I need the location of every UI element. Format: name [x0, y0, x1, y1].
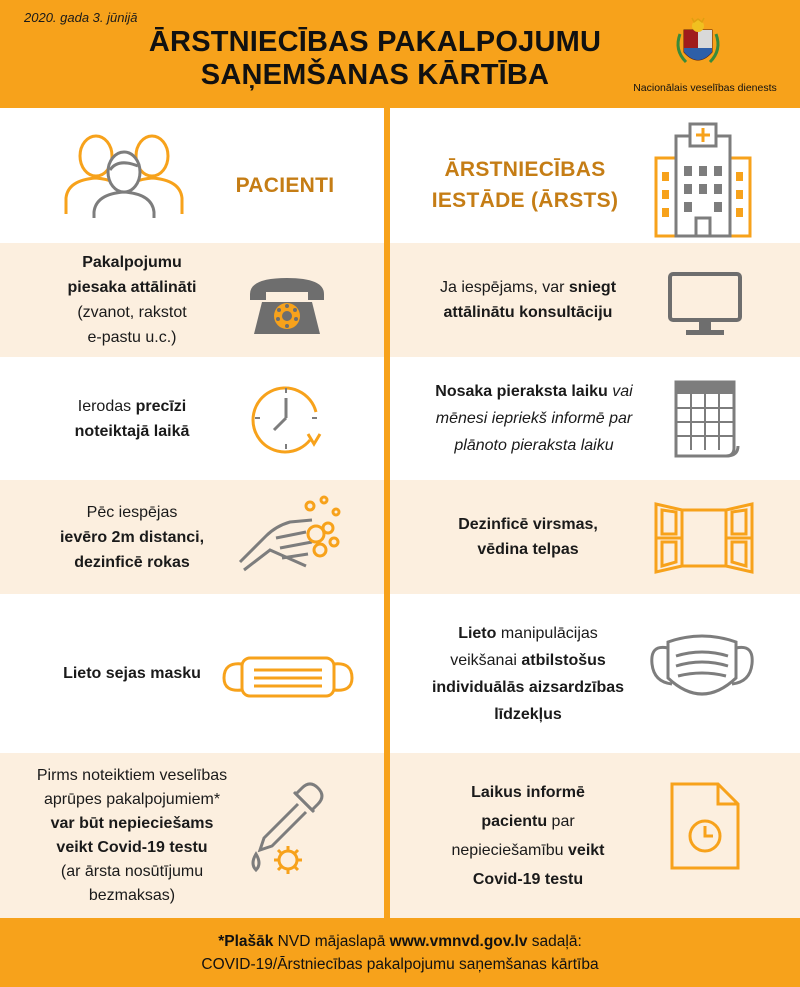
- left-item-4: [20, 594, 244, 753]
- left-item-1-line-3: (zvanot, rakstot: [77, 304, 187, 321]
- left-item-3-line-2: ievēro 2m distanci,: [59, 528, 205, 546]
- left-item-2-text-b: precīzi: [135, 397, 187, 415]
- left-item-1-line-1: Pakalpojumu: [82, 254, 182, 271]
- pacienti-heading: PACIENTI: [235, 173, 335, 197]
- window-icon: [652, 500, 756, 576]
- right-item-4-line-2a: veikšanai: [450, 651, 522, 669]
- right-item-5-line-3b: veikt: [568, 841, 605, 859]
- telephone-icon: [246, 272, 328, 338]
- right-item-2-text-i: vai: [607, 383, 633, 400]
- footer-line-2: COVID-19/Ārstniecības pakalpojumu saņemšanas kārtība: [201, 955, 599, 973]
- right-item-3-line-1: Dezinficē virsmas,: [458, 516, 598, 533]
- clock-icon: [250, 382, 326, 458]
- pipette-virus-icon: [244, 780, 330, 880]
- left-item-3: [20, 480, 244, 594]
- people-icon: [58, 128, 190, 218]
- left-item-1: [20, 243, 244, 357]
- right-item-5-line-2b: pacientu: [481, 812, 548, 830]
- right-item-5-line-3a: nepieciešamību: [451, 841, 569, 859]
- right-item-5-line-1: Laikus informē: [471, 783, 585, 801]
- right-item-4-line-2b: atbilstošus: [521, 651, 606, 669]
- document-clock-icon: [668, 780, 742, 872]
- right-item-2-line-3: plānoto pieraksta laiku: [454, 437, 614, 454]
- respirator-icon: [646, 628, 758, 712]
- right-item-4-line-4: līdzekļus: [494, 705, 562, 723]
- footer-website-link[interactable]: www.vmnvd.gov.lv: [389, 932, 528, 950]
- left-item-3-line-1: Pēc iespējas: [86, 503, 178, 521]
- footer-more-label: *Plašāk: [218, 932, 274, 950]
- right-item-5-line-2a: par: [547, 812, 575, 830]
- right-item-3-line-2: vēdina telpas: [477, 541, 579, 558]
- iestade-heading: [410, 152, 640, 218]
- right-item-2-line-2: mēnesi iepriekš informē par: [435, 410, 633, 427]
- right-item-4-text-a: manipulācijas: [496, 624, 598, 642]
- right-item-1-text-a: Ja iespējams, var: [439, 279, 569, 296]
- left-item-5-line-3: var būt nepieciešams: [50, 814, 214, 832]
- coat-of-arms-icon: [674, 14, 722, 76]
- hospital-icon: [650, 122, 756, 238]
- right-item-2-text-b: Nosaka pieraksta laiku: [435, 383, 608, 400]
- footer-line-1: [218, 930, 582, 953]
- column-divider: [384, 108, 390, 918]
- right-item-4: [408, 594, 648, 753]
- right-item-1: [408, 243, 648, 357]
- right-item-5-line-4: Covid-19 testu: [472, 870, 584, 888]
- left-item-5-line-2: aprūpes pakalpojumiem*: [43, 790, 221, 808]
- right-item-1-line-2: attālinātu konsultāciju: [443, 304, 613, 321]
- title-line-1: ĀRSTNIECĪBAS PAKALPOJUMU: [148, 26, 602, 58]
- left-item-5-line-5: (ar ārsta nosūtījumu: [60, 862, 204, 880]
- left-item-2: [20, 357, 244, 480]
- right-item-4-line-3: individuālās aizsardzības: [431, 678, 625, 696]
- footer-text-a: NVD mājaslapā: [273, 932, 390, 950]
- iestade-heading-line-2: IESTĀDE (ĀRSTS): [431, 189, 619, 212]
- left-item-5: [14, 753, 250, 918]
- left-item-5-line-4: veikt Covid-19 testu: [56, 838, 208, 856]
- left-item-3-line-3: dezinficē rokas: [74, 553, 190, 571]
- left-item-1-line-4: e-pastu u.c.): [87, 329, 177, 346]
- calendar-icon: [672, 376, 742, 460]
- agency-name: Nacionālais veselības dienests: [633, 82, 777, 94]
- right-item-5: [408, 753, 648, 918]
- left-item-2-text-a: Ierodas: [77, 397, 136, 415]
- face-mask-icon: [220, 652, 356, 700]
- right-item-1-text-b: sniegt: [568, 279, 617, 296]
- left-item-5-line-1: Pirms noteiktiem veselības: [36, 766, 228, 784]
- left-item-1-line-2: piesaka attālināti: [67, 279, 197, 296]
- right-item-4-text-b: Lieto: [458, 624, 497, 642]
- left-item-4-line-1: Lieto sejas masku: [63, 665, 201, 682]
- page-title: [130, 26, 620, 92]
- footer-text-c: sadaļā:: [527, 932, 582, 950]
- monitor-icon: [668, 272, 742, 336]
- date-label: 2020. gada 3. jūnijā: [24, 10, 138, 25]
- left-item-2-line-2: noteiktajā laikā: [74, 422, 190, 440]
- handwash-icon: [236, 492, 348, 576]
- footer: [0, 918, 800, 987]
- iestade-heading-line-1: ĀRSTNIECĪBAS: [444, 158, 606, 181]
- right-item-3: [408, 480, 648, 594]
- left-item-5-line-6: bezmaksas): [88, 886, 176, 904]
- title-line-2: SAŅEMŠANAS KĀRTĪBA: [200, 59, 550, 91]
- right-item-2: [408, 357, 660, 480]
